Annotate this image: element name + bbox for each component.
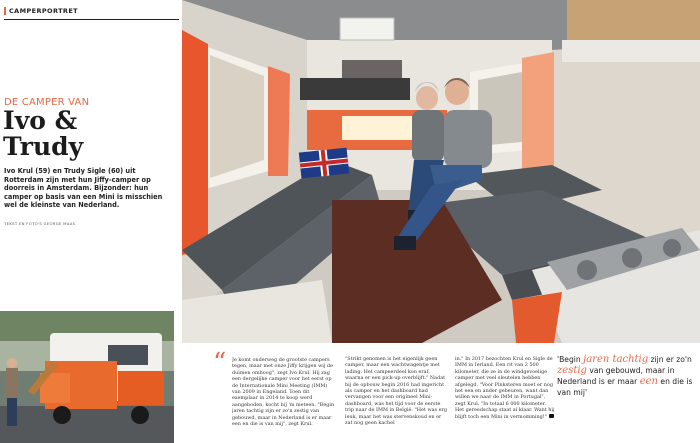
pull-quote-text-3: van gebouwd, maar in Nederland is er maar bbox=[557, 366, 675, 386]
article-title-line2: Trudy bbox=[3, 132, 84, 161]
opening-quote-mark: “ bbox=[213, 348, 227, 378]
section-marker bbox=[4, 7, 6, 15]
camper-interior-photo bbox=[182, 0, 700, 343]
section-label bbox=[4, 7, 78, 15]
article-kicker: DE CAMPER VAN bbox=[4, 97, 90, 108]
pull-quote-highlight-3: een bbox=[639, 376, 658, 387]
pull-quote-text-4: en die is van mij' bbox=[557, 377, 693, 397]
pull-quote bbox=[557, 354, 699, 398]
article-credit: TEKST EN FOTO'S GEORGE MAAS bbox=[4, 221, 76, 226]
pull-quote-highlight-1: jaren tachtig bbox=[583, 354, 649, 365]
body-column-2: "Strikt genomen is het eigenlijk geen camper, maar een wachtwagentje met lading. Het campeerdeel kon eraf, waarna er een pick-up overblijft." Nadat hij de opbouw begin 2016 had ingericht als camper en het dashboard had vervangen voor een origineel Mini-dashboard, was het tijd voor de eerste trip naar de IMM in België. "Het was erg leuk, maar het was stervenskoud en er zat nog geen kachel bbox=[345, 356, 447, 427]
pull-quote-text-1: 'Begin bbox=[557, 355, 584, 364]
body-column-3 bbox=[455, 356, 555, 440]
camper-exterior-photo bbox=[0, 311, 174, 443]
section-rule bbox=[4, 19, 179, 20]
pull-quote-text-2: zijn er zo'n bbox=[648, 355, 692, 364]
section-label-text: CAMPERPORTRET bbox=[9, 7, 78, 15]
pull-quote-highlight-2: zestig bbox=[557, 365, 587, 376]
end-mark-icon bbox=[549, 414, 554, 418]
body-column-1: Je komt onderweg de grootste campers tegen, maar met onze Jiffy krijgen wij de duimen omhoog", zegt Ivo Krul. Hij zag een dergelijke camper voor het eerst op de Internationale Mini Meeting (IMM) van 2009 in Engeland. Toen dit exemplaar in 2014 te koop werd aangeboden, kocht hij 'm meteen. "Begin jaren tachtig zijn er zo'n zestig van gebouwd, maar in Nederland is er maar een en die is van mij", zegt Krul. bbox=[232, 357, 335, 428]
body-column-3-text: in." In 2017 bezochten Krul en Sigle de IMM in Ierland. Een rit van 2 500 kilometer, die ze in de windgevoelige camper met veel sleutelen hebben afgelegd. "Voor Pinksteren moet er nog het een en ander gebeuren, want dan willen we naar de IMM in Portugal", zegt Krul. "In totaal 6 000 kilometer. Het gereedschap staat al klaar. Want hij blijft toch een Mini in vermomming!" bbox=[455, 356, 555, 420]
union-jack-icon bbox=[299, 148, 349, 179]
article-title-line1: Ivo & bbox=[3, 106, 78, 135]
article-intro: Ivo Krul (59) en Trudy Sigle (60) uit Rotterdam zijn met hun Jiffy-camper op doorreis in Amsterdam. Bijzonder: hun camper op basis van een Mini is misschien wel de kleinste van Nederland. bbox=[4, 167, 163, 210]
